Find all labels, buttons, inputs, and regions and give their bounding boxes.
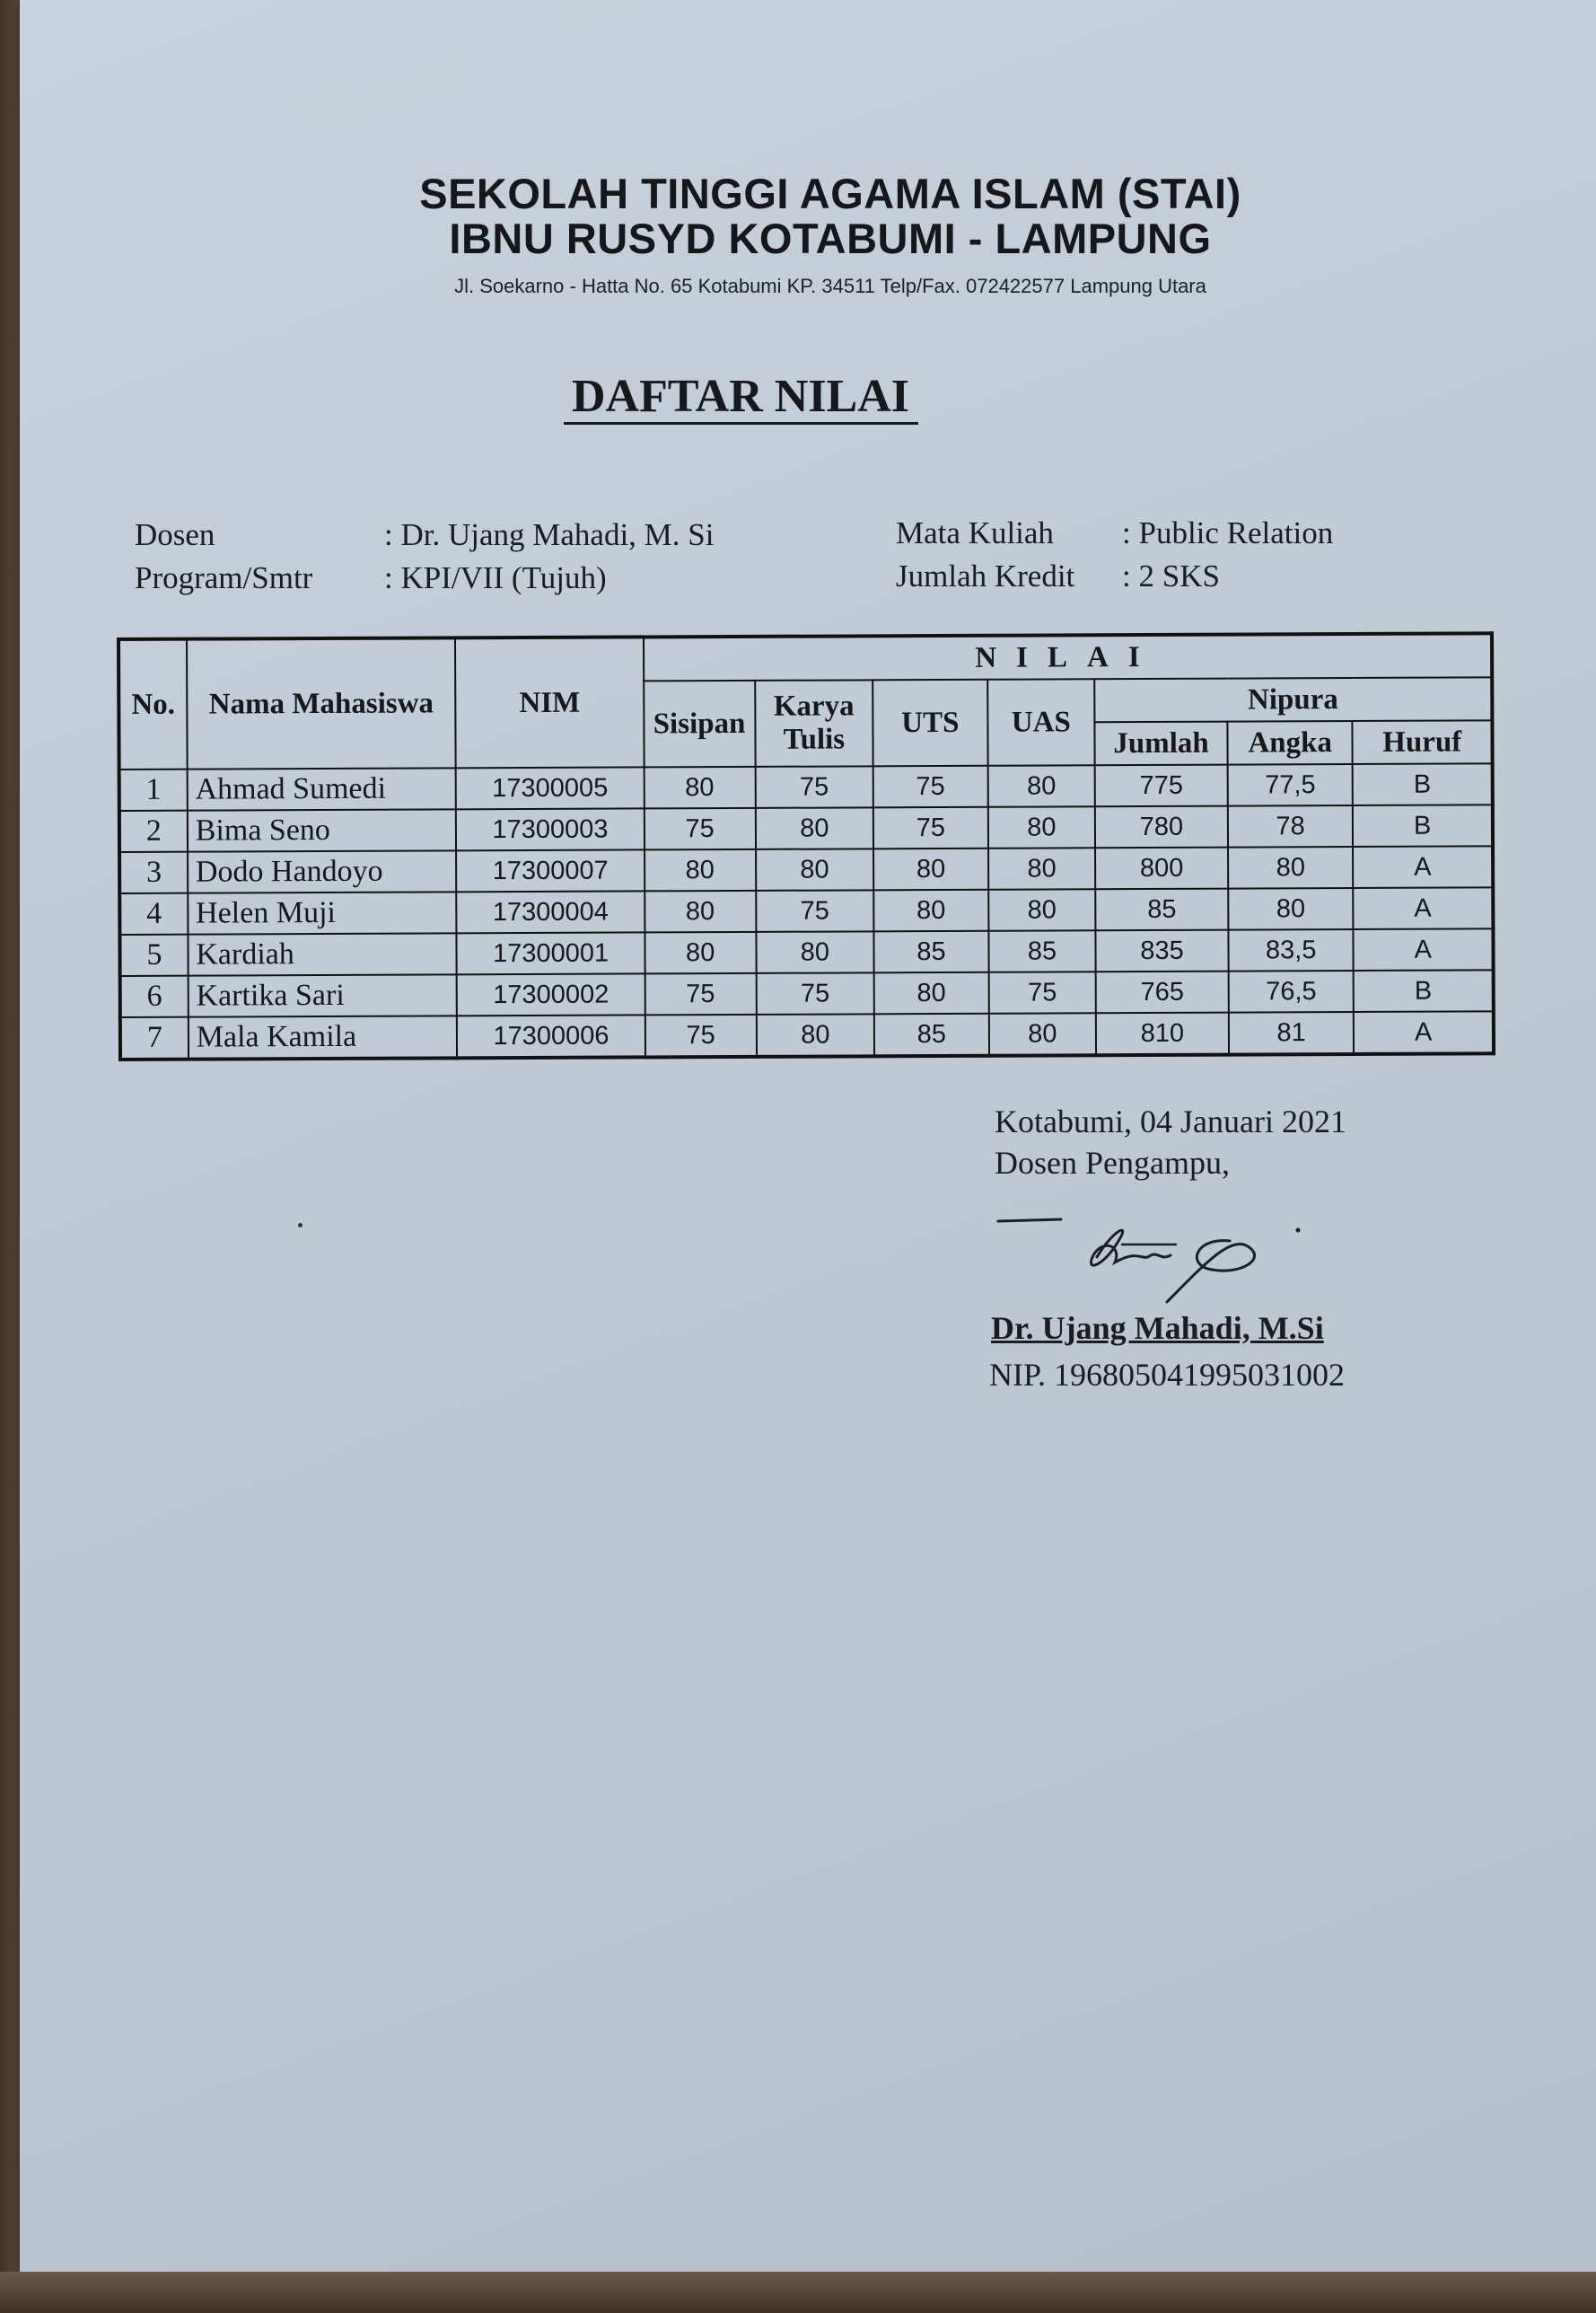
header-nipura: Nipura <box>1094 677 1492 722</box>
cell-uas: 80 <box>987 806 1095 849</box>
cell-jumlah: 85 <box>1095 889 1228 931</box>
cell-uas: 80 <box>988 889 1096 931</box>
dosen-label: Dosen <box>135 517 215 552</box>
table-row <box>120 1011 1494 1060</box>
grades-table <box>117 631 1495 1061</box>
institution-address: Jl. Soekarno - Hatta No. 65 Kotabumi KP. 34511 Telp/Fax. 072422577 Lampung Utara <box>454 275 1206 297</box>
cell-karya-tulis: 75 <box>755 766 873 808</box>
document-title: DAFTAR NILAI <box>571 371 910 422</box>
table-row <box>120 970 1494 1017</box>
cell-huruf: B <box>1353 805 1493 847</box>
cell-huruf: A <box>1354 1011 1494 1054</box>
cell-huruf: B <box>1353 763 1493 805</box>
cell-jumlah: 780 <box>1095 806 1228 849</box>
cell-no: 3 <box>119 852 188 893</box>
paper-speck <box>298 1223 303 1227</box>
header-nilai: NILAI <box>644 633 1493 681</box>
header-karya-line1: Karya <box>773 690 855 723</box>
cell-angka: 83,5 <box>1228 929 1354 972</box>
header-uas: UAS <box>987 679 1095 766</box>
header-huruf: Huruf <box>1353 720 1493 764</box>
cell-jumlah: 835 <box>1096 930 1229 972</box>
cell-huruf: B <box>1354 970 1494 1012</box>
signer-role: Dosen Pengampu, <box>995 1145 1230 1181</box>
cell-angka: 80 <box>1228 847 1354 889</box>
cell-karya-tulis: 80 <box>756 1014 874 1057</box>
cell-karya-tulis: 80 <box>755 807 873 849</box>
cell-karya-tulis: 80 <box>756 931 874 973</box>
cell-huruf: A <box>1354 887 1494 929</box>
cell-nim: 17300003 <box>456 808 645 850</box>
dosen-value: : Dr. Ujang Mahadi, M. Si <box>384 517 715 552</box>
kredit-label: Jumlah Kredit <box>896 558 1075 594</box>
table-row <box>119 763 1493 811</box>
cell-nama: Bima Seno <box>188 809 457 851</box>
cell-uts: 80 <box>873 890 988 932</box>
title-underline <box>564 422 918 425</box>
header-nim: NIM <box>455 637 644 768</box>
cell-no: 5 <box>119 935 188 976</box>
cell-karya-tulis: 75 <box>756 972 874 1015</box>
cell-angka: 78 <box>1228 805 1354 848</box>
cell-huruf: A <box>1353 846 1493 888</box>
cell-nama: Ahmad Sumedi <box>187 768 456 810</box>
table-row <box>119 928 1493 976</box>
cell-uas: 80 <box>988 1013 1096 1056</box>
matkul-label: Mata Kuliah <box>896 515 1054 550</box>
header-no: No. <box>118 639 187 770</box>
cell-no: 7 <box>120 1017 189 1060</box>
cell-uas: 85 <box>988 930 1096 972</box>
cell-no: 4 <box>119 893 188 935</box>
cell-nim: 17300007 <box>456 849 645 892</box>
cell-nama: Kardiah <box>188 933 457 975</box>
cell-nama: Mala Kamila <box>189 1016 458 1059</box>
cell-angka: 76,5 <box>1228 971 1354 1013</box>
cell-no: 1 <box>119 770 188 811</box>
program-value: : KPI/VII (Tujuh) <box>384 560 607 595</box>
place-date: Kotabumi, 04 Januari 2021 <box>995 1104 1346 1139</box>
cell-sisipan: 75 <box>645 808 756 850</box>
kredit-value: : 2 SKS <box>1122 558 1220 594</box>
cell-nim: 17300004 <box>457 891 645 933</box>
program-label: Program/Smtr <box>135 560 313 595</box>
header-nama: Nama Mahasiswa <box>187 638 456 769</box>
matkul-value: : Public Relation <box>1122 515 1334 550</box>
cell-uts: 80 <box>874 972 989 1015</box>
cell-sisipan: 80 <box>644 767 755 809</box>
cell-sisipan: 80 <box>645 891 756 933</box>
cell-uas: 80 <box>987 765 1095 807</box>
header-angka: Angka <box>1227 721 1353 765</box>
table-row <box>119 805 1493 852</box>
cell-angka: 80 <box>1228 888 1354 930</box>
signer-nip: NIP. 196805041995031002 <box>989 1357 1346 1393</box>
cell-no: 2 <box>119 811 188 852</box>
header-karya-tulis <box>755 680 873 767</box>
cell-nama: Kartika Sari <box>188 974 457 1016</box>
cell-uts: 85 <box>874 1014 989 1057</box>
table-row <box>119 887 1493 935</box>
cell-uas: 75 <box>988 972 1096 1014</box>
institution-name: SEKOLAH TINGGI AGAMA ISLAM (STAI) <box>419 170 1241 217</box>
cell-uts: 75 <box>873 766 988 808</box>
cell-uts: 85 <box>874 931 989 973</box>
cell-karya-tulis: 75 <box>756 890 874 932</box>
cell-sisipan: 80 <box>645 932 756 974</box>
cell-sisipan: 75 <box>645 973 756 1016</box>
cell-angka: 81 <box>1229 1012 1355 1055</box>
cell-jumlah: 800 <box>1095 848 1228 890</box>
cell-jumlah: 775 <box>1095 765 1228 807</box>
header-sisipan: Sisipan <box>644 681 755 768</box>
header-uts: UTS <box>873 680 987 767</box>
cell-nama: Dodo Handoyo <box>188 850 457 893</box>
paper-sheet <box>20 0 1596 2275</box>
cell-nim: 17300005 <box>456 767 645 809</box>
cell-uas: 80 <box>988 848 1096 890</box>
cell-jumlah: 765 <box>1096 972 1229 1014</box>
cell-uts: 80 <box>873 849 988 891</box>
cell-angka: 77,5 <box>1227 764 1353 806</box>
cell-uts: 75 <box>873 807 988 849</box>
cell-no: 6 <box>120 976 189 1017</box>
cell-jumlah: 810 <box>1096 1013 1229 1056</box>
cell-huruf: A <box>1354 928 1494 971</box>
cell-nim: 17300006 <box>457 1015 645 1058</box>
cell-nim: 17300001 <box>457 932 645 974</box>
signer-name: Dr. Ujang Mahadi, M.Si <box>991 1310 1324 1346</box>
cell-karya-tulis: 80 <box>756 849 874 891</box>
desk-edge-bottom <box>0 2272 1596 2313</box>
institution-location: IBNU RUSYD KOTABUMI - LAMPUNG <box>449 215 1212 262</box>
table-row <box>119 846 1493 893</box>
header-jumlah: Jumlah <box>1095 722 1228 766</box>
cell-nama: Helen Muji <box>188 892 457 934</box>
cell-sisipan: 75 <box>645 1015 757 1058</box>
cell-sisipan: 80 <box>645 849 756 892</box>
cell-nim: 17300002 <box>457 973 645 1016</box>
header-karya-line2: Tulis <box>783 723 846 756</box>
